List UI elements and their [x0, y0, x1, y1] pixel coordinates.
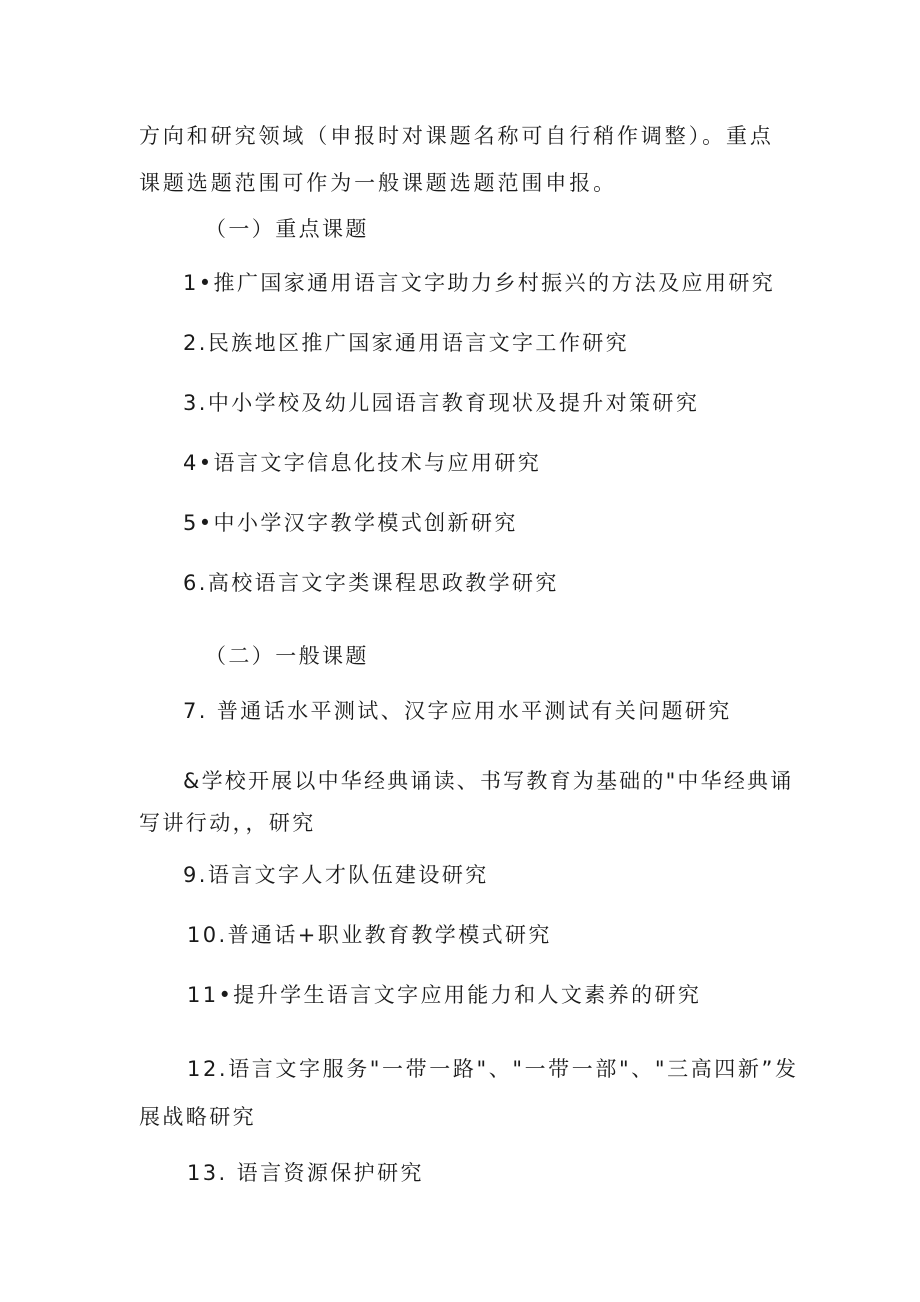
topic-item-1: 1•推广国家通用语言文字助力乡村振兴的方法及应用研究	[183, 271, 776, 295]
topic-item-11: 11•提升学生语言文字应用能力和人文素养的研究	[187, 983, 702, 1007]
topic-item-2: 2.民族地区推广国家通用语言文字工作研究	[183, 331, 630, 355]
intro-paragraph-line-1: 方向和研究领域（申报时对课题名称可自行稍作调整）。重点	[139, 124, 774, 148]
topic-item-12-line-1: 12.语言文字服务"一带一路"、"一带一部"、"三高四新”发	[187, 1057, 799, 1081]
section-heading-key-topics: （一）重点课题	[205, 217, 369, 241]
topic-item-8-line-2: 写讲行动，，研究	[139, 811, 316, 835]
topic-item-10: 10.普通话+职业教育教学模式研究	[187, 923, 552, 947]
topic-item-7: 7. 普通话水平测试、汉字应用水平测试有关问题研究	[183, 699, 732, 723]
topic-item-4: 4•语言文字信息化技术与应用研究	[183, 451, 542, 475]
topic-item-13: 13. 语言资源保护研究	[187, 1161, 424, 1185]
topic-item-6: 6.高校语言文字类课程思政教学研究	[183, 571, 559, 595]
topic-item-5: 5•中小学汉字教学模式创新研究	[183, 511, 518, 535]
topic-item-9: 9.语言文字人才队伍建设研究	[183, 863, 489, 887]
topic-item-12-line-2: 展战略研究	[139, 1105, 256, 1129]
topic-item-3: 3.中小学校及幼儿园语言教育现状及提升对策研究	[183, 391, 700, 415]
topic-item-8-line-1: &学校开展以中华经典诵读、书写教育为基础的"中华经典诵	[183, 769, 794, 793]
section-heading-general-topics: （二）一般课题	[205, 644, 369, 668]
intro-paragraph-line-2: 课题选题范围可作为一般课题选题范围申报。	[139, 171, 617, 195]
